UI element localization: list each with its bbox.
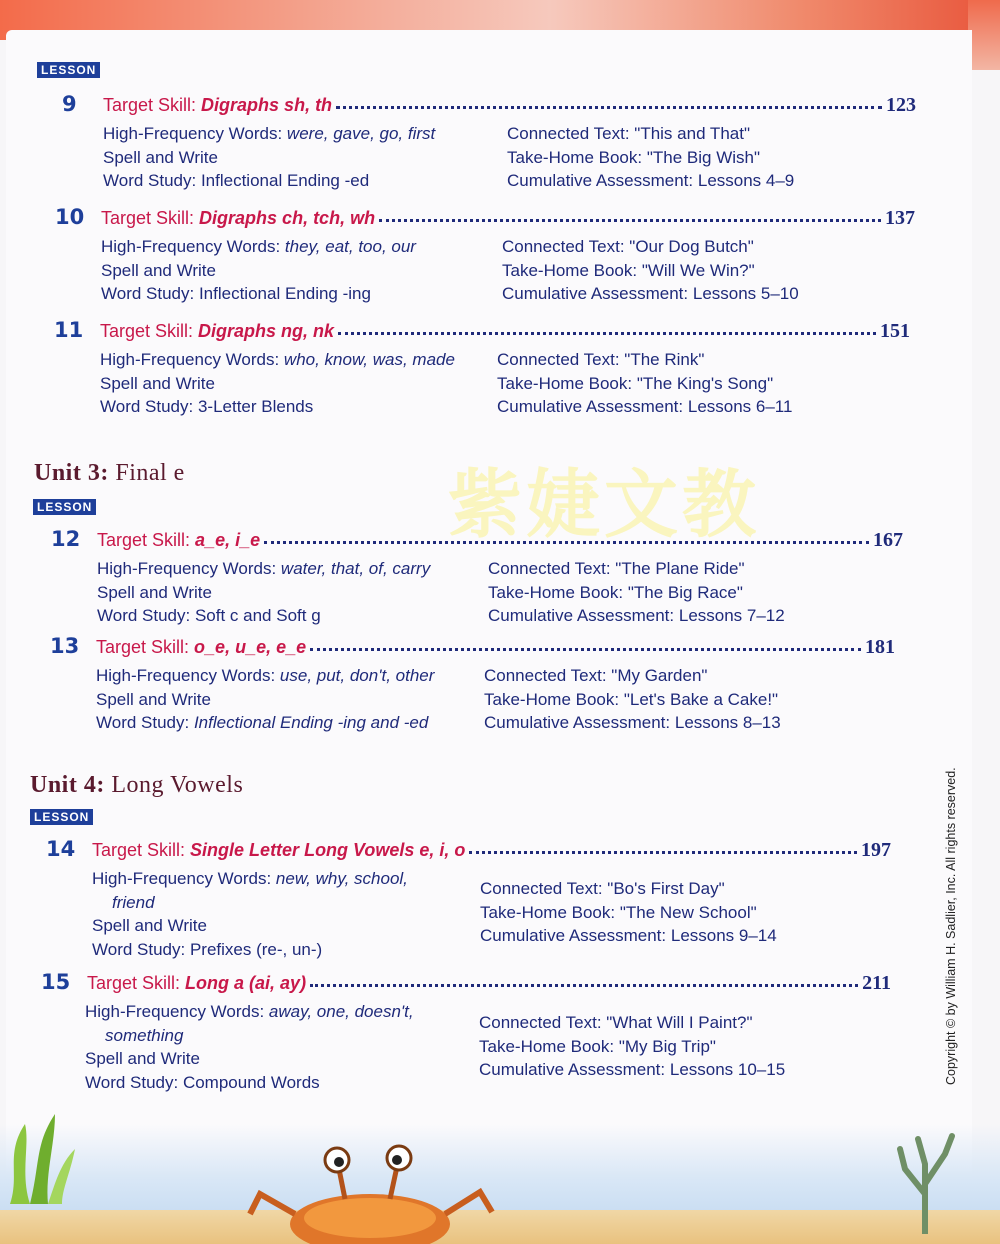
sea-illustration bbox=[0, 1124, 1000, 1244]
word-study bbox=[92, 938, 472, 962]
take-home-book bbox=[480, 901, 840, 925]
ws-label: Word Study: bbox=[96, 713, 194, 732]
lesson-entry bbox=[51, 527, 903, 627]
thb-value: "Let's Bake a Cake!" bbox=[623, 689, 779, 709]
hf-label: High-Frequency Words: bbox=[101, 237, 285, 256]
connected-text bbox=[507, 122, 867, 146]
lesson-number: 12 bbox=[51, 527, 81, 551]
ws-value: Prefixes (re-, un-) bbox=[189, 939, 323, 959]
high-frequency-words bbox=[97, 557, 477, 581]
ws-label: Word Study: bbox=[92, 939, 190, 959]
ws-value: Compound Words bbox=[182, 1072, 320, 1092]
cumulative-assessment bbox=[497, 395, 857, 419]
ct-label: Connected Text: bbox=[497, 350, 625, 369]
hf-label: High-Frequency Words: bbox=[85, 1002, 269, 1021]
lesson-number: 13 bbox=[50, 634, 80, 658]
lesson-details-left bbox=[92, 867, 472, 961]
connected-text bbox=[479, 1011, 839, 1035]
unit-number: Unit 4: bbox=[30, 772, 105, 798]
ct-label: Connected Text: bbox=[484, 666, 612, 685]
lesson-number: 10 bbox=[55, 205, 85, 229]
lesson-entry bbox=[50, 634, 895, 734]
target-skill-value: Digraphs ch, tch, wh bbox=[199, 208, 376, 228]
connected-text bbox=[488, 557, 848, 581]
lesson-details-left bbox=[97, 557, 477, 628]
ws-label: Word Study: bbox=[100, 397, 198, 416]
connected-text bbox=[497, 348, 857, 372]
ct-label: Connected Text: bbox=[479, 1013, 607, 1032]
ct-value: "Bo's First Day" bbox=[607, 879, 725, 898]
thb-label: Take-Home Book: bbox=[484, 689, 624, 709]
thb-value: "The Big Race" bbox=[627, 582, 743, 602]
target-skill-label: Target Skill: bbox=[103, 95, 202, 115]
connected-text bbox=[502, 235, 862, 259]
seaweed-icon bbox=[0, 1094, 80, 1204]
target-skill-label: Target Skill: bbox=[97, 530, 196, 550]
lesson-entry bbox=[55, 205, 915, 305]
ws-value: Inflectional Ending -ing bbox=[198, 284, 371, 303]
target-skill-row[interactable] bbox=[92, 839, 891, 863]
high-frequency-words bbox=[85, 1000, 465, 1024]
target-skill-label: Target Skill: bbox=[92, 840, 191, 860]
target-skill-row[interactable] bbox=[87, 972, 891, 996]
page-number: 137 bbox=[885, 207, 915, 229]
ca-value: Lessons 6–11 bbox=[687, 397, 793, 416]
target-skill-row[interactable] bbox=[100, 320, 910, 344]
take-home-book bbox=[479, 1035, 839, 1059]
lesson-badge: LESSON bbox=[37, 62, 100, 78]
page-number: 167 bbox=[873, 529, 903, 551]
spell-and-write: Spell and Write bbox=[103, 147, 218, 167]
lesson-details-left bbox=[100, 348, 480, 419]
cumulative-assessment bbox=[488, 604, 848, 628]
target-skill-row[interactable] bbox=[96, 636, 895, 660]
target-skill-label: Target Skill: bbox=[87, 973, 186, 993]
ca-label: Cumulative Assessment: bbox=[497, 397, 688, 416]
word-study bbox=[101, 282, 481, 306]
ct-label: Connected Text: bbox=[507, 124, 635, 143]
lesson-entry bbox=[62, 92, 916, 192]
target-skill-heading bbox=[103, 95, 332, 116]
target-skill-heading bbox=[87, 973, 306, 994]
hf-label: High-Frequency Words: bbox=[103, 124, 287, 143]
lesson-details-right bbox=[479, 1011, 839, 1082]
target-skill-heading bbox=[97, 530, 260, 551]
unit-name: Final e bbox=[115, 460, 185, 486]
lesson-number: 9 bbox=[62, 92, 77, 116]
lesson-details-left bbox=[85, 1000, 465, 1094]
target-skill-label: Target Skill: bbox=[101, 208, 200, 228]
cumulative-assessment bbox=[480, 924, 840, 948]
lesson-details-right bbox=[507, 122, 867, 193]
word-study bbox=[85, 1071, 465, 1095]
target-skill-heading bbox=[92, 840, 465, 861]
dot-leader bbox=[469, 839, 857, 854]
target-skill-row[interactable] bbox=[103, 94, 916, 118]
thb-label: Take-Home Book: bbox=[507, 147, 647, 167]
thb-label: Take-Home Book: bbox=[502, 260, 642, 280]
lesson-details-right bbox=[497, 348, 857, 419]
lesson-details-left bbox=[101, 235, 481, 306]
unit-title-4 bbox=[30, 772, 243, 799]
cumulative-assessment bbox=[479, 1058, 839, 1082]
hf-words: use, put, don't, other bbox=[279, 666, 435, 685]
high-frequency-words bbox=[96, 664, 476, 688]
ct-value: "The Plane Ride" bbox=[615, 559, 745, 578]
ct-value: "My Garden" bbox=[611, 666, 708, 685]
target-skill-value: Single Letter Long Vowels e, i, o bbox=[190, 840, 466, 860]
unit-number: Unit 3: bbox=[34, 460, 109, 486]
sand-floor bbox=[0, 1210, 1000, 1244]
ca-label: Cumulative Assessment: bbox=[480, 926, 671, 945]
target-skill-label: Target Skill: bbox=[100, 321, 199, 341]
page-number: 151 bbox=[880, 320, 910, 342]
ca-label: Cumulative Assessment: bbox=[484, 713, 675, 732]
ct-label: Connected Text: bbox=[480, 879, 608, 898]
lesson-details-right bbox=[502, 235, 862, 306]
ws-label: Word Study: bbox=[103, 171, 201, 190]
lesson-entry bbox=[54, 318, 910, 418]
ct-value: "What Will I Paint?" bbox=[606, 1013, 753, 1032]
ca-value: Lessons 7–12 bbox=[678, 606, 785, 625]
unit-title-3 bbox=[34, 460, 185, 487]
ws-value: Soft c and Soft g bbox=[194, 606, 321, 625]
hf-words: away, one, doesn't, bbox=[268, 1002, 414, 1021]
hf-label: High-Frequency Words: bbox=[100, 350, 284, 369]
hf-label: High-Frequency Words: bbox=[92, 869, 276, 888]
page-number: 211 bbox=[862, 972, 891, 994]
target-skill-heading bbox=[96, 637, 306, 658]
watermark: 紫婕文教 bbox=[448, 462, 760, 548]
copyright-notice: Copyright © by William H. Sadlier, Inc. All rights reserved. bbox=[944, 767, 958, 1085]
ws-label: Word Study: bbox=[85, 1072, 183, 1092]
spell-and-write: Spell and Write bbox=[101, 260, 216, 280]
ws-value: 3-Letter Blends bbox=[197, 397, 314, 416]
take-home-book bbox=[484, 688, 844, 712]
lesson-entry bbox=[46, 837, 891, 967]
ca-value: Lessons 5–10 bbox=[692, 284, 799, 303]
take-home-book bbox=[507, 146, 867, 170]
target-skill-label: Target Skill: bbox=[96, 637, 195, 657]
ca-label: Cumulative Assessment: bbox=[502, 284, 693, 303]
cumulative-assessment bbox=[502, 282, 862, 306]
high-frequency-words-continued: friend bbox=[112, 892, 155, 912]
high-frequency-words bbox=[92, 867, 472, 891]
spell-and-write: Spell and Write bbox=[96, 689, 211, 709]
high-frequency-words bbox=[103, 122, 483, 146]
ws-value: Inflectional Ending -ing and -ed bbox=[193, 713, 429, 732]
page-number: 197 bbox=[861, 839, 891, 861]
word-study bbox=[97, 604, 477, 628]
cumulative-assessment bbox=[507, 169, 867, 193]
spell-and-write: Spell and Write bbox=[97, 582, 212, 602]
target-skill-value: Digraphs sh, th bbox=[201, 95, 333, 115]
crab-icon bbox=[240, 1144, 500, 1244]
thb-value: "The Big Wish" bbox=[646, 147, 760, 167]
thb-label: Take-Home Book: bbox=[488, 582, 628, 602]
ws-value: Inflectional Ending -ed bbox=[200, 171, 370, 190]
lesson-details-right bbox=[484, 664, 844, 735]
ws-label: Word Study: bbox=[101, 284, 199, 303]
dot-leader bbox=[310, 972, 858, 987]
page-number: 123 bbox=[886, 94, 916, 116]
spell-and-write: Spell and Write bbox=[92, 916, 207, 935]
target-skill-value: a_e, i_e bbox=[195, 530, 261, 550]
connected-text bbox=[480, 877, 840, 901]
hf-words: they, eat, too, our bbox=[284, 237, 416, 256]
target-skill-value: Long a (ai, ay) bbox=[185, 973, 307, 993]
target-skill-row[interactable] bbox=[101, 207, 915, 231]
thb-label: Take-Home Book: bbox=[497, 373, 637, 393]
lesson-number: 15 bbox=[41, 970, 71, 994]
ws-label: Word Study: bbox=[97, 606, 195, 625]
spell-and-write: Spell and Write bbox=[100, 373, 215, 393]
ca-value: Lessons 8–13 bbox=[674, 713, 781, 732]
thb-label: Take-Home Book: bbox=[479, 1036, 619, 1056]
ct-value: "Our Dog Butch" bbox=[629, 237, 754, 256]
high-frequency-words-continued: something bbox=[105, 1025, 184, 1045]
take-home-book bbox=[502, 259, 862, 283]
thb-value: "The New School" bbox=[619, 902, 757, 922]
lesson-details-right bbox=[488, 557, 848, 628]
word-study bbox=[103, 169, 483, 193]
ca-value: Lessons 10–15 bbox=[669, 1060, 786, 1079]
take-home-book bbox=[488, 581, 848, 605]
connected-text bbox=[484, 664, 844, 688]
take-home-book bbox=[497, 372, 857, 396]
hf-label: High-Frequency Words: bbox=[97, 559, 281, 578]
thb-value: "The King's Song" bbox=[636, 373, 774, 393]
page-number: 181 bbox=[865, 636, 895, 658]
word-study bbox=[96, 711, 476, 735]
high-frequency-words bbox=[101, 235, 481, 259]
target-skill-heading bbox=[101, 208, 375, 229]
hf-words: were, gave, go, first bbox=[286, 124, 436, 143]
lesson-badge: LESSON bbox=[33, 499, 96, 515]
hf-label: High-Frequency Words: bbox=[96, 666, 280, 685]
ct-label: Connected Text: bbox=[502, 237, 630, 256]
word-study bbox=[100, 395, 480, 419]
ct-label: Connected Text: bbox=[488, 559, 616, 578]
thb-value: "Will We Win?" bbox=[641, 260, 755, 280]
coral-icon bbox=[890, 1124, 960, 1234]
thb-label: Take-Home Book: bbox=[480, 902, 620, 922]
ca-label: Cumulative Assessment: bbox=[488, 606, 679, 625]
spell-and-write: Spell and Write bbox=[85, 1049, 200, 1068]
ca-value: Lessons 9–14 bbox=[670, 926, 777, 945]
dot-leader bbox=[264, 529, 869, 544]
target-skill-value: Digraphs ng, nk bbox=[198, 321, 335, 341]
lesson-badge: LESSON bbox=[30, 809, 93, 825]
page-corner-border bbox=[968, 0, 1000, 70]
lesson-details-left bbox=[96, 664, 476, 735]
dot-leader bbox=[379, 207, 881, 222]
lesson-number: 11 bbox=[54, 318, 84, 342]
dot-leader bbox=[310, 636, 861, 651]
ca-value: Lessons 4–9 bbox=[697, 171, 795, 190]
ca-label: Cumulative Assessment: bbox=[479, 1060, 670, 1079]
target-skill-row[interactable] bbox=[97, 529, 903, 553]
ct-value: "The Rink" bbox=[624, 350, 705, 369]
target-skill-heading bbox=[100, 321, 334, 342]
hf-words: new, why, school, bbox=[275, 869, 408, 888]
cumulative-assessment bbox=[484, 711, 844, 735]
lesson-details-right bbox=[480, 877, 840, 948]
lesson-details-left bbox=[103, 122, 483, 193]
thb-value: "My Big Trip" bbox=[618, 1036, 716, 1056]
dot-leader bbox=[336, 94, 882, 109]
dot-leader bbox=[338, 320, 876, 335]
target-skill-value: o_e, u_e, e_e bbox=[194, 637, 307, 657]
ct-value: "This and That" bbox=[634, 124, 750, 143]
ca-label: Cumulative Assessment: bbox=[507, 171, 698, 190]
hf-words: water, that, of, carry bbox=[280, 559, 431, 578]
lesson-entry bbox=[41, 970, 891, 1100]
high-frequency-words bbox=[100, 348, 480, 372]
unit-name: Long Vowels bbox=[111, 772, 244, 798]
lesson-number: 14 bbox=[46, 837, 76, 861]
hf-words: who, know, was, made bbox=[283, 350, 455, 369]
